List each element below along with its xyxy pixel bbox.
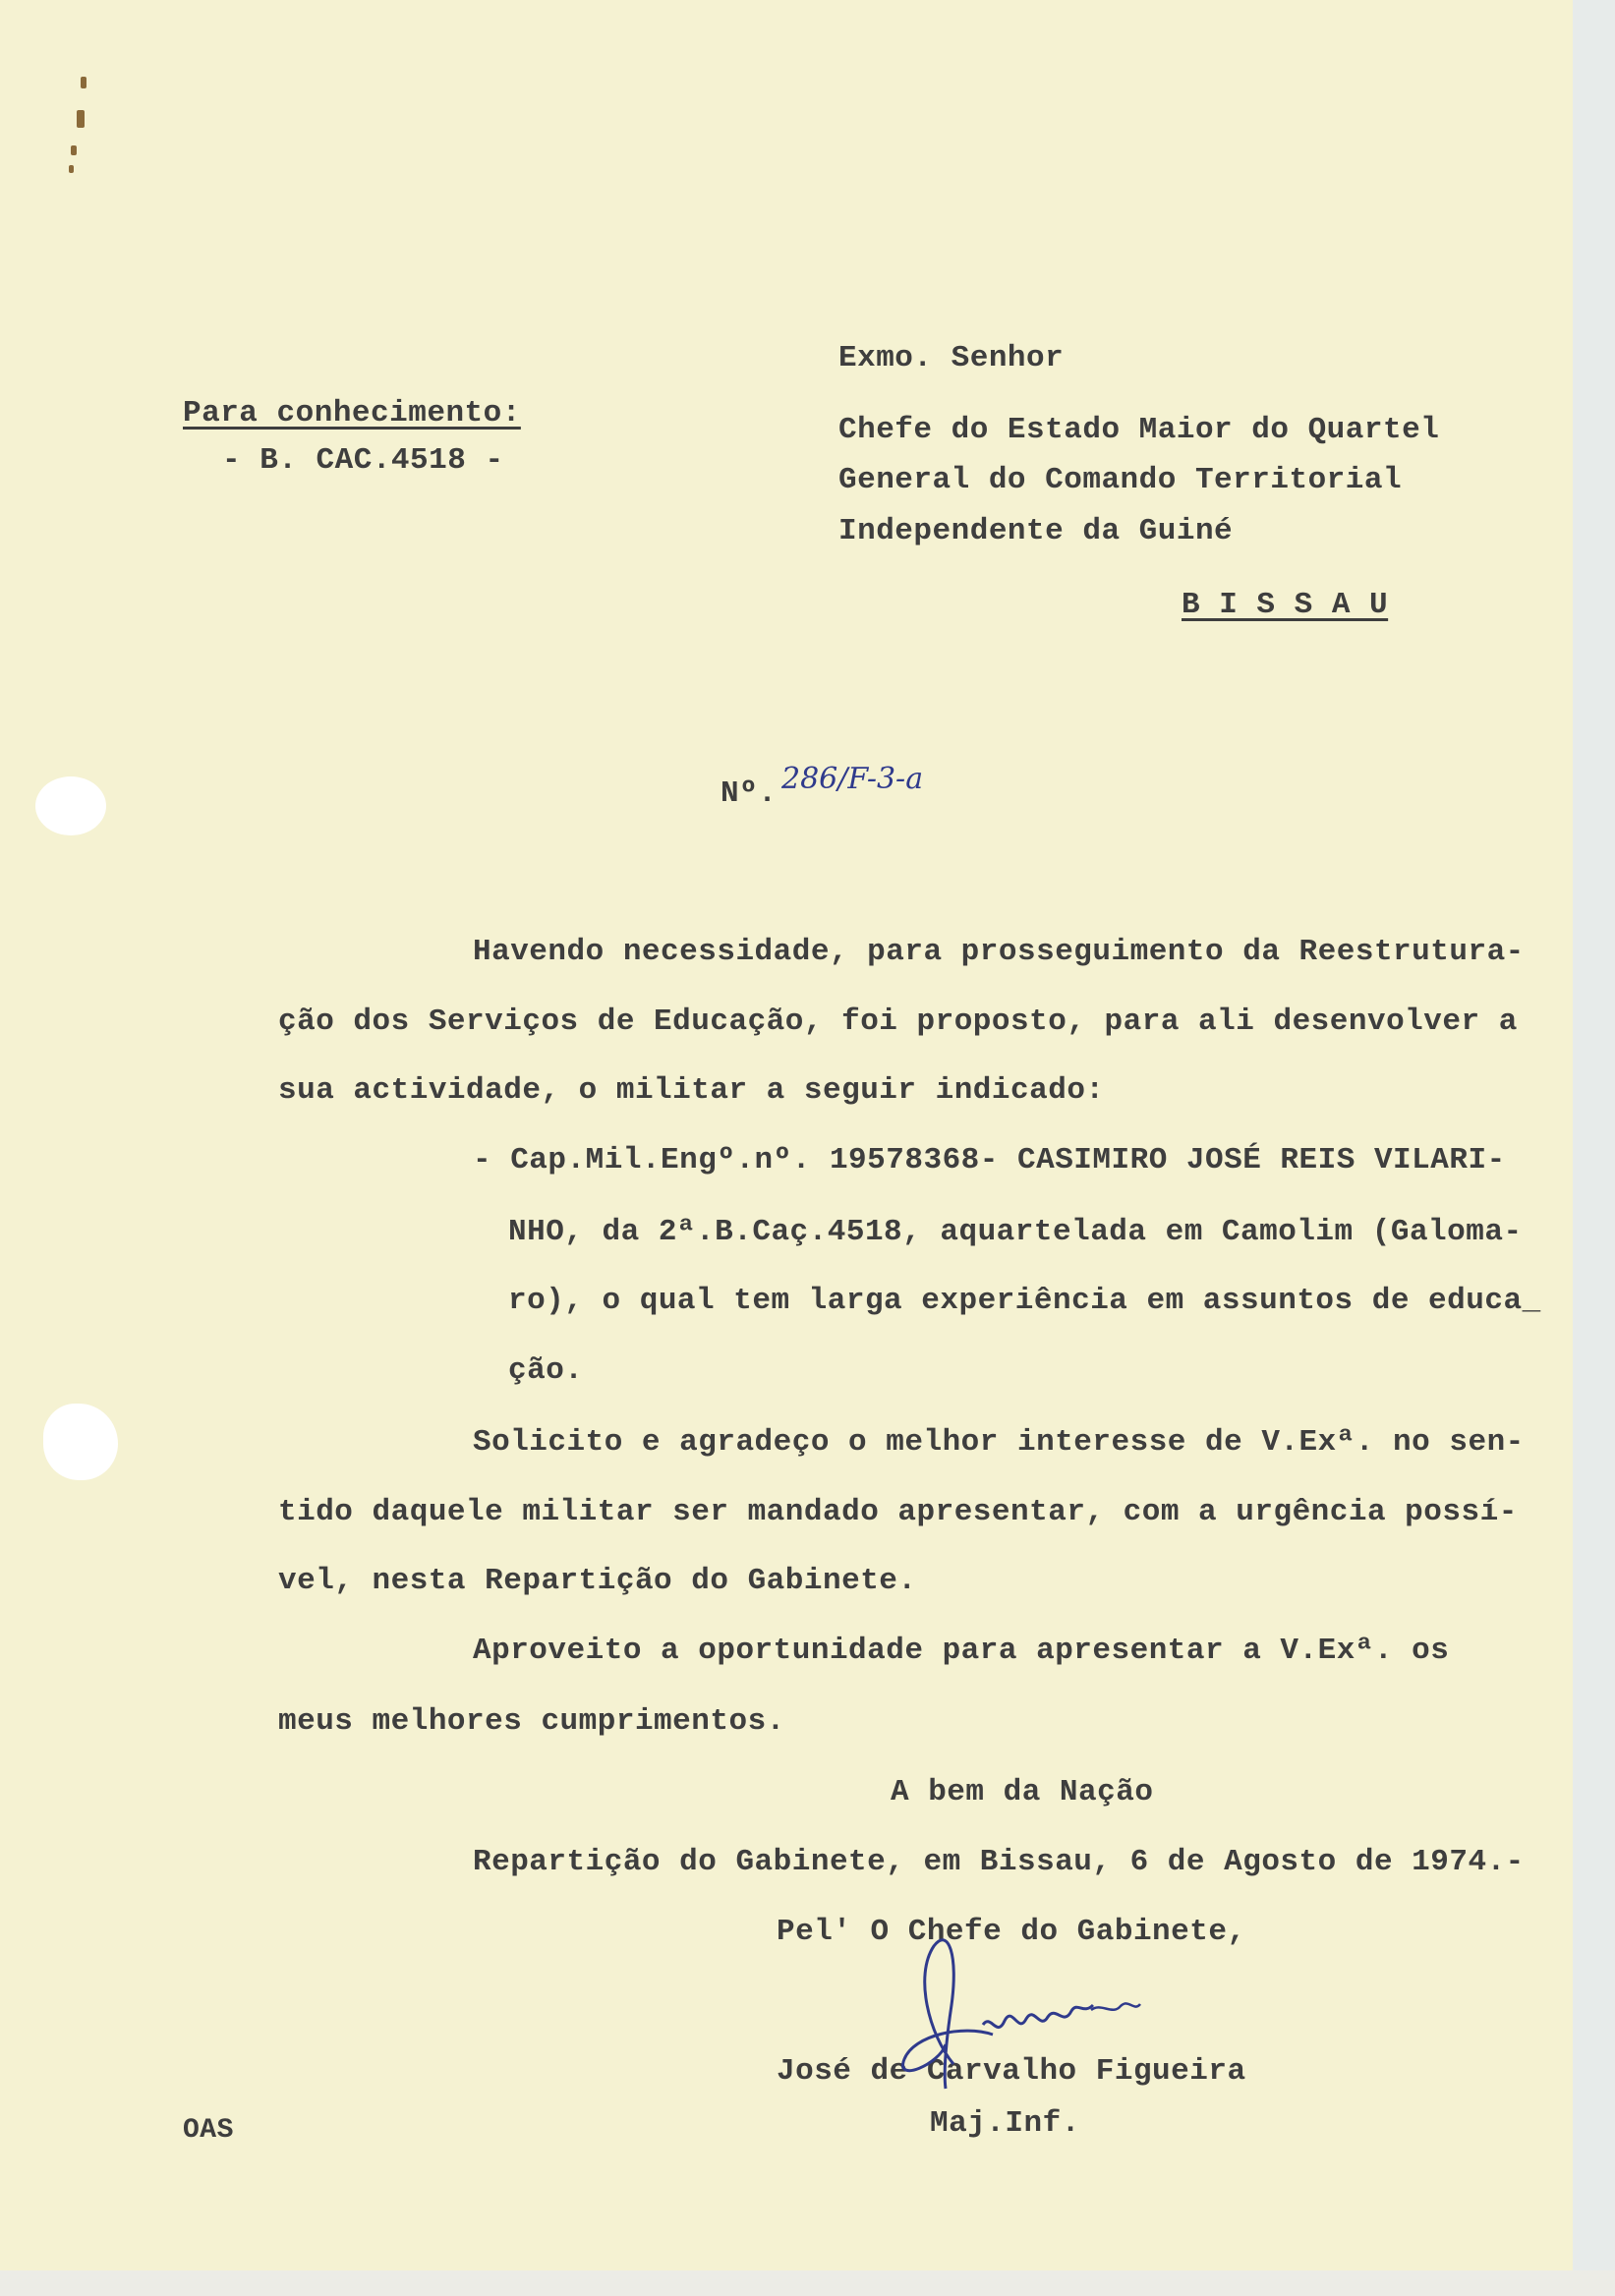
typist-initials: OAS bbox=[183, 2115, 234, 2146]
body-line: ção. bbox=[508, 1353, 584, 1388]
signatory-rank: Maj.Inf. bbox=[930, 2106, 1080, 2141]
body-line: Havendo necessidade, para prosseguimento da Reestrutura- bbox=[473, 935, 1525, 969]
body-line: Aproveito a oportunidade para apresentar a V.Exª. os bbox=[473, 1634, 1450, 1668]
body-line: Solicito e agradeço o melhor interesse de V.Exª. no sen- bbox=[473, 1425, 1525, 1460]
addressee-line: Independente da Guiné bbox=[838, 514, 1234, 548]
body-line: ção dos Serviços de Educação, foi proposto, para ali desenvolver a bbox=[278, 1004, 1518, 1039]
body-line: - Cap.Mil.Engº.nº. 19578368- CASIMIRO JOSÉ REIS VILARI- bbox=[473, 1143, 1506, 1177]
punch-hole-top bbox=[35, 776, 106, 835]
body-line: ro), o qual tem larga experiência em assuntos de educa_ bbox=[508, 1284, 1541, 1318]
body-line: sua actividade, o militar a seguir indicado: bbox=[278, 1073, 1105, 1108]
salutation: Exmo. Senhor bbox=[838, 341, 1065, 375]
staple-mark bbox=[69, 165, 74, 173]
addressee-line: General do Comando Territorial bbox=[838, 463, 1403, 497]
staple-mark bbox=[77, 110, 85, 128]
body-line: NHO, da 2ª.B.Caç.4518, aquartelada em Camolim (Galoma- bbox=[508, 1215, 1523, 1249]
routing-unit: - B. CAC.4518 - bbox=[222, 443, 504, 478]
punch-hole-bottom bbox=[43, 1404, 118, 1480]
scan-border-right bbox=[1573, 0, 1615, 2296]
scan-border-bottom bbox=[0, 2270, 1615, 2296]
signatory-name: José de Carvalho Figueira bbox=[777, 2054, 1246, 2089]
body-line: meus melhores cumprimentos. bbox=[278, 1704, 785, 1739]
reference-prefix: Nº. bbox=[721, 776, 778, 811]
routing-heading: Para conhecimento: bbox=[183, 396, 521, 430]
staple-mark bbox=[81, 77, 87, 88]
closing-on-behalf: Pel' O Chefe do Gabinete, bbox=[777, 1915, 1246, 1949]
addressee-line: Chefe do Estado Maior do Quartel bbox=[838, 413, 1440, 447]
body-line: tido daquele militar ser mandado apresentar, com a urgência possí- bbox=[278, 1495, 1518, 1529]
closing-motto: A bem da Nação bbox=[891, 1775, 1154, 1809]
reference-handwritten: 286/F-3-a bbox=[781, 762, 924, 796]
closing-place-date: Repartição do Gabinete, em Bissau, 6 de Agosto de 1974.- bbox=[473, 1845, 1525, 1879]
body-line: vel, nesta Repartição do Gabinete. bbox=[278, 1564, 917, 1598]
addressee-city: B I S S A U bbox=[1182, 588, 1389, 622]
staple-mark bbox=[71, 145, 77, 155]
signature-icon bbox=[875, 1917, 1229, 2113]
